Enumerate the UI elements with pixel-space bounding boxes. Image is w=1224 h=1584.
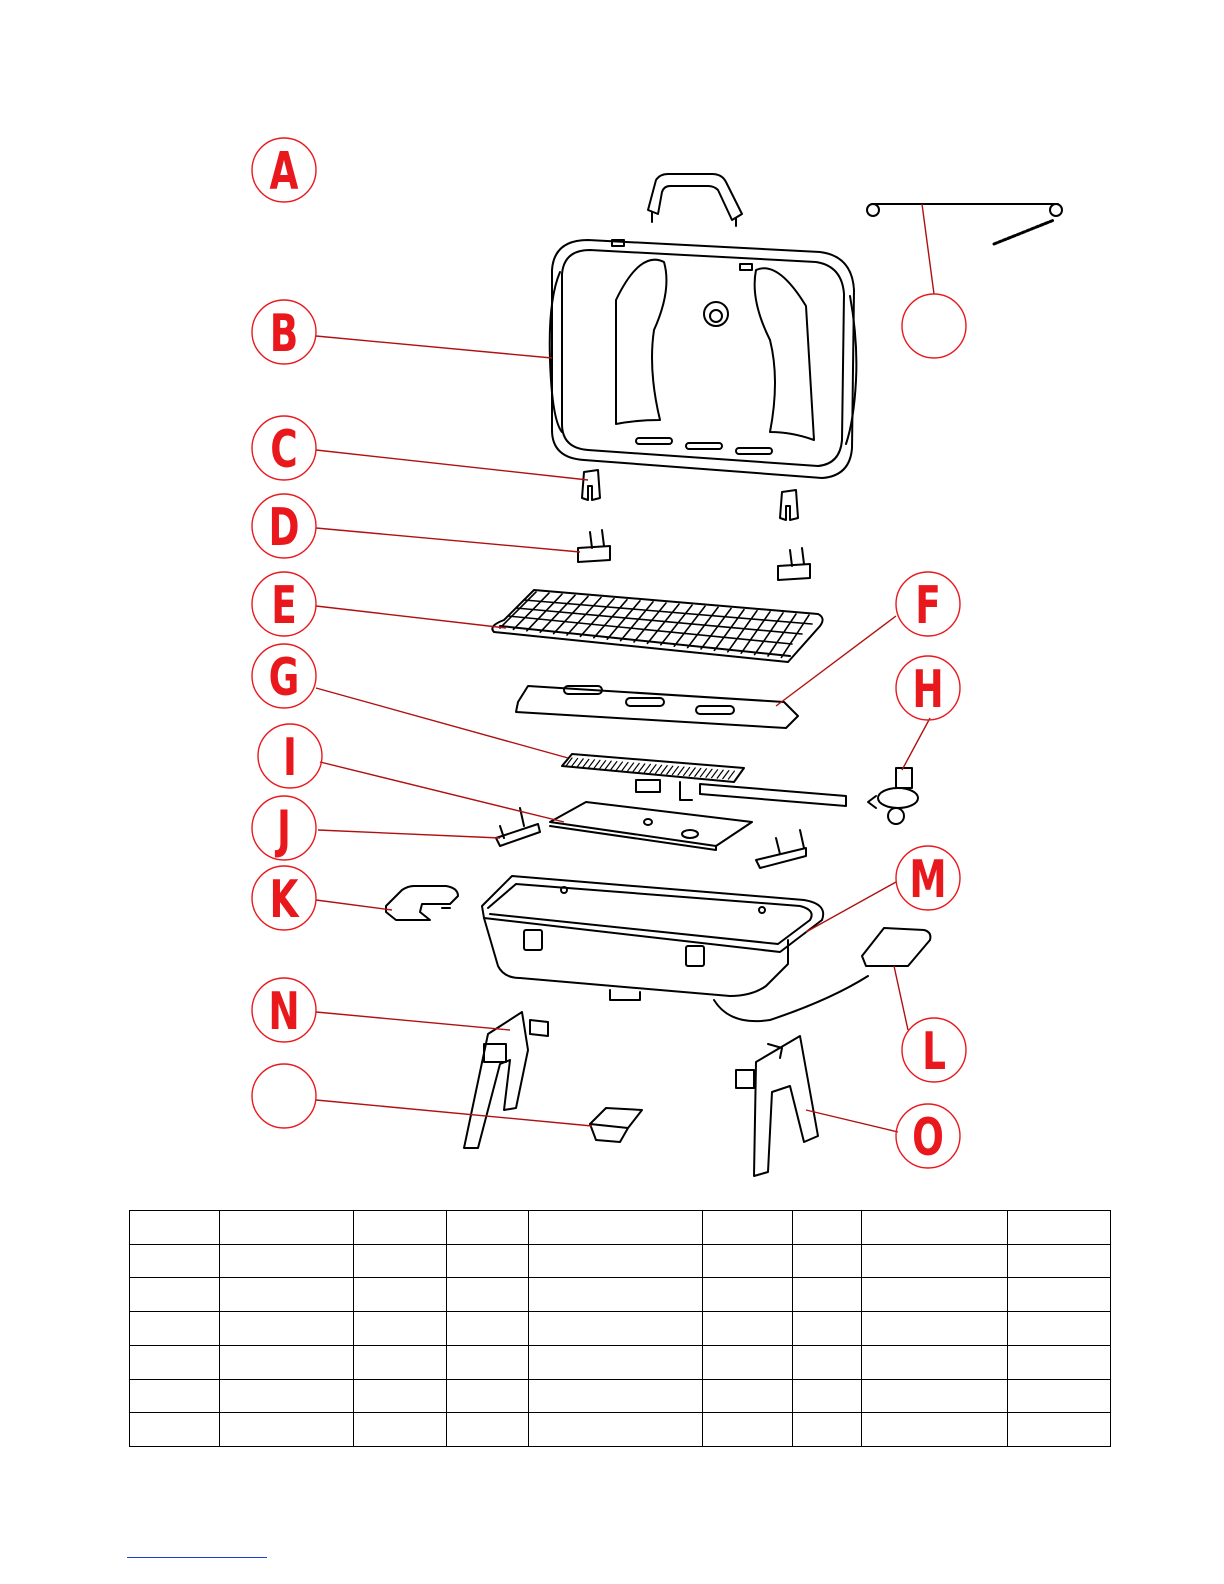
callout-label-J: J bbox=[277, 798, 291, 860]
firebox-part bbox=[482, 876, 823, 1000]
table-cell bbox=[220, 1312, 354, 1346]
table-cell bbox=[354, 1379, 447, 1413]
table-cell bbox=[447, 1278, 529, 1312]
table-cell bbox=[130, 1244, 220, 1278]
hinge-bracket-part bbox=[578, 530, 810, 580]
callout-label-H: H bbox=[912, 658, 944, 720]
table-cell bbox=[447, 1312, 529, 1346]
table-cell bbox=[793, 1345, 862, 1379]
table-cell bbox=[447, 1244, 529, 1278]
table-row bbox=[130, 1211, 1111, 1245]
table-cell bbox=[220, 1244, 354, 1278]
callout-label-D: D bbox=[268, 496, 300, 558]
footer-link-underline[interactable] bbox=[127, 1557, 267, 1558]
table-cell bbox=[354, 1211, 447, 1245]
callout-label-K: K bbox=[269, 868, 299, 930]
table-cell bbox=[703, 1379, 793, 1413]
leader-lines bbox=[316, 204, 934, 1132]
table-cell bbox=[447, 1413, 529, 1447]
cooking-grate-part bbox=[492, 590, 822, 662]
table-cell bbox=[130, 1312, 220, 1346]
burner-part bbox=[562, 754, 846, 806]
side-handle-left-part bbox=[386, 886, 458, 920]
drip-tray-part bbox=[550, 802, 752, 850]
callout-label-A: A bbox=[269, 140, 299, 202]
table-cell bbox=[1008, 1345, 1111, 1379]
table-cell bbox=[862, 1244, 1008, 1278]
table-cell bbox=[793, 1278, 862, 1312]
table-cell bbox=[793, 1211, 862, 1245]
table-cell bbox=[862, 1211, 1008, 1245]
table-cell bbox=[862, 1312, 1008, 1346]
hinge-clip-part bbox=[582, 470, 798, 520]
table-cell bbox=[130, 1413, 220, 1447]
table-cell bbox=[529, 1312, 703, 1346]
leg-left-part bbox=[464, 1012, 548, 1148]
table-cell bbox=[130, 1345, 220, 1379]
table-cell bbox=[529, 1413, 703, 1447]
callout-label-N: N bbox=[268, 980, 300, 1042]
table-cell bbox=[220, 1278, 354, 1312]
table-cell bbox=[529, 1379, 703, 1413]
table-row bbox=[130, 1244, 1111, 1278]
leg-right-part bbox=[736, 1036, 818, 1176]
table-cell bbox=[130, 1278, 220, 1312]
callout-circle-blank-top bbox=[902, 294, 966, 358]
table-cell bbox=[862, 1345, 1008, 1379]
table-cell bbox=[1008, 1312, 1111, 1346]
side-handle-right-part bbox=[714, 928, 930, 1021]
table-cell bbox=[1008, 1278, 1111, 1312]
table-cell bbox=[862, 1379, 1008, 1413]
table-cell bbox=[793, 1244, 862, 1278]
table-cell bbox=[529, 1278, 703, 1312]
table-cell bbox=[703, 1413, 793, 1447]
table-cell bbox=[703, 1211, 793, 1245]
table-cell bbox=[447, 1345, 529, 1379]
callout-label-O: O bbox=[912, 1106, 944, 1168]
table-cell bbox=[220, 1413, 354, 1447]
table-cell bbox=[793, 1413, 862, 1447]
table-cell bbox=[862, 1278, 1008, 1312]
table-cell bbox=[529, 1244, 703, 1278]
callout-circle-blank-bottom bbox=[252, 1064, 316, 1128]
table-row bbox=[130, 1278, 1111, 1312]
table-cell bbox=[220, 1345, 354, 1379]
table-cell bbox=[793, 1312, 862, 1346]
table-cell bbox=[862, 1413, 1008, 1447]
table-cell bbox=[354, 1312, 447, 1346]
gas-regulator-part bbox=[868, 768, 918, 824]
table-cell bbox=[447, 1211, 529, 1245]
ash-tray-part bbox=[590, 1108, 642, 1142]
callout-label-C: C bbox=[270, 418, 298, 480]
table-cell bbox=[1008, 1244, 1111, 1278]
table-row bbox=[130, 1413, 1111, 1447]
table-cell bbox=[793, 1379, 862, 1413]
callout-label-G: G bbox=[268, 646, 300, 708]
heat-shield-part bbox=[516, 686, 798, 728]
table-cell bbox=[220, 1211, 354, 1245]
table-cell bbox=[354, 1244, 447, 1278]
cooking-rod-part bbox=[867, 204, 1062, 244]
table-cell bbox=[130, 1211, 220, 1245]
table-cell bbox=[1008, 1413, 1111, 1447]
table-cell bbox=[703, 1345, 793, 1379]
table-cell bbox=[130, 1379, 220, 1413]
table-cell bbox=[220, 1379, 354, 1413]
table-cell bbox=[447, 1379, 529, 1413]
table-cell bbox=[354, 1278, 447, 1312]
lid-handle-part bbox=[648, 174, 742, 226]
table-cell bbox=[529, 1345, 703, 1379]
callout-label-E: E bbox=[271, 574, 297, 636]
table-cell bbox=[703, 1244, 793, 1278]
callout-label-I: I bbox=[283, 726, 297, 788]
table-cell bbox=[1008, 1379, 1111, 1413]
table-row bbox=[130, 1379, 1111, 1413]
callout-label-L: L bbox=[922, 1020, 946, 1082]
lid-part bbox=[550, 240, 857, 478]
table-row bbox=[130, 1345, 1111, 1379]
callout-label-M: M bbox=[909, 848, 947, 910]
table-cell bbox=[354, 1345, 447, 1379]
table-cell bbox=[1008, 1211, 1111, 1245]
table-cell bbox=[529, 1211, 703, 1245]
table-cell bbox=[703, 1278, 793, 1312]
parts-table bbox=[129, 1210, 1111, 1447]
callout-label-F: F bbox=[915, 574, 941, 636]
table-cell bbox=[703, 1312, 793, 1346]
table-row bbox=[130, 1312, 1111, 1346]
callout-label-B: B bbox=[269, 302, 299, 364]
table-cell bbox=[354, 1413, 447, 1447]
